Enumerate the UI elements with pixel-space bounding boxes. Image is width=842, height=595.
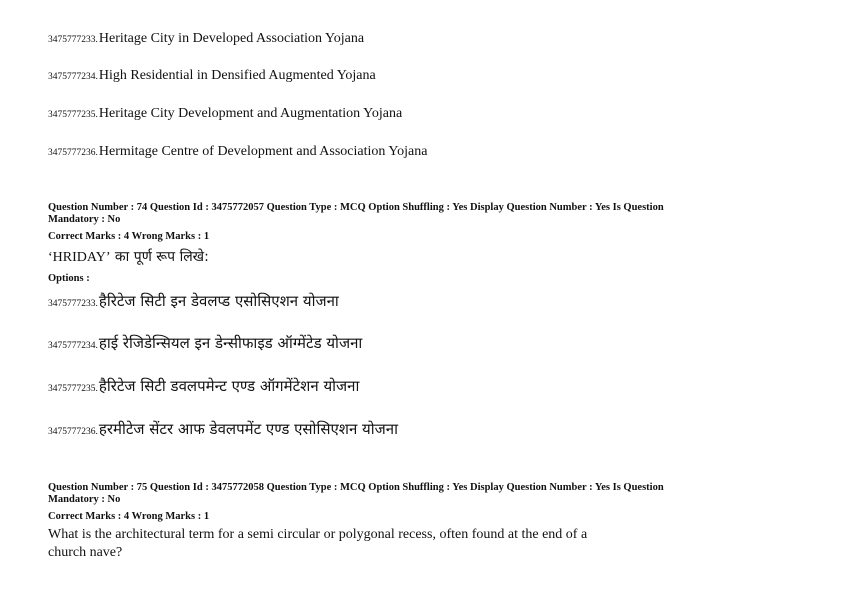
q74-option-1 [48,291,339,311]
option-number: 3475777236. [48,427,98,437]
option-text: Heritage City in Developed Association Yojana [98,31,365,46]
q74-meta-line1: Question Number : 74 Question Id : 3475772057 Question Type : MCQ Option Shuffling : Yes Display Question Number : Yes Is Question [48,202,664,213]
option-text: हैरिटेज सिटी इन डेवलप्ड एसोसिएशन योजना [98,292,339,310]
q75-meta-line2: Mandatory : No [48,494,121,505]
option-number: 3475777235. [48,384,98,394]
option-2 [48,66,376,84]
option-number: 3475777234. [48,341,98,351]
option-3 [48,104,402,122]
option-number: 3475777236. [48,148,98,158]
option-text: Heritage City Development and Augmentation Yojana [98,106,403,121]
option-number: 3475777233. [48,299,98,309]
q75-meta-line1: Question Number : 75 Question Id : 3475772058 Question Type : MCQ Option Shuffling : Yes Display Question Number : Yes Is Question [48,482,664,493]
option-text: हैरिटेज सिटी डवलपमेन्ट एण्ड ऑगमेंटेशन योजना [98,377,360,395]
option-text: Hermitage Centre of Development and Association Yojana [98,144,428,159]
q74-meta-line2: Mandatory : No [48,214,121,225]
q75-question-line1: What is the architectural term for a semi circular or polygonal recess, often found at the end of a [48,527,588,542]
q74-option-4 [48,419,398,439]
option-number: 3475777233. [48,35,98,45]
option-text: High Residential in Densified Augmented Yojana [98,68,376,83]
q74-question-hindi: का पूर्ण रूप लिखे: [110,249,209,265]
q74-options-label: Options : [48,273,90,284]
option-text: हरमीटेज सेंटर आफ डेवलपमेंट एण्ड एसोसिएशन योजना [98,420,398,438]
option-number: 3475777234. [48,72,98,82]
option-4 [48,142,427,160]
q75-marks: Correct Marks : 4 Wrong Marks : 1 [48,511,210,522]
option-number: 3475777235. [48,110,98,120]
q74-question-prefix: ‘HRIDAY’ [48,250,111,265]
option-1 [48,29,364,47]
q74-option-3 [48,376,359,396]
q74-option-2 [48,333,362,353]
option-text: हाई रेजिडेन्सियल इन डेन्सीफाइड ऑग्मेंटेड योजना [98,334,363,352]
q74-marks: Correct Marks : 4 Wrong Marks : 1 [48,231,210,242]
q75-question-line2: church nave? [48,545,123,560]
q74-question [48,248,209,267]
